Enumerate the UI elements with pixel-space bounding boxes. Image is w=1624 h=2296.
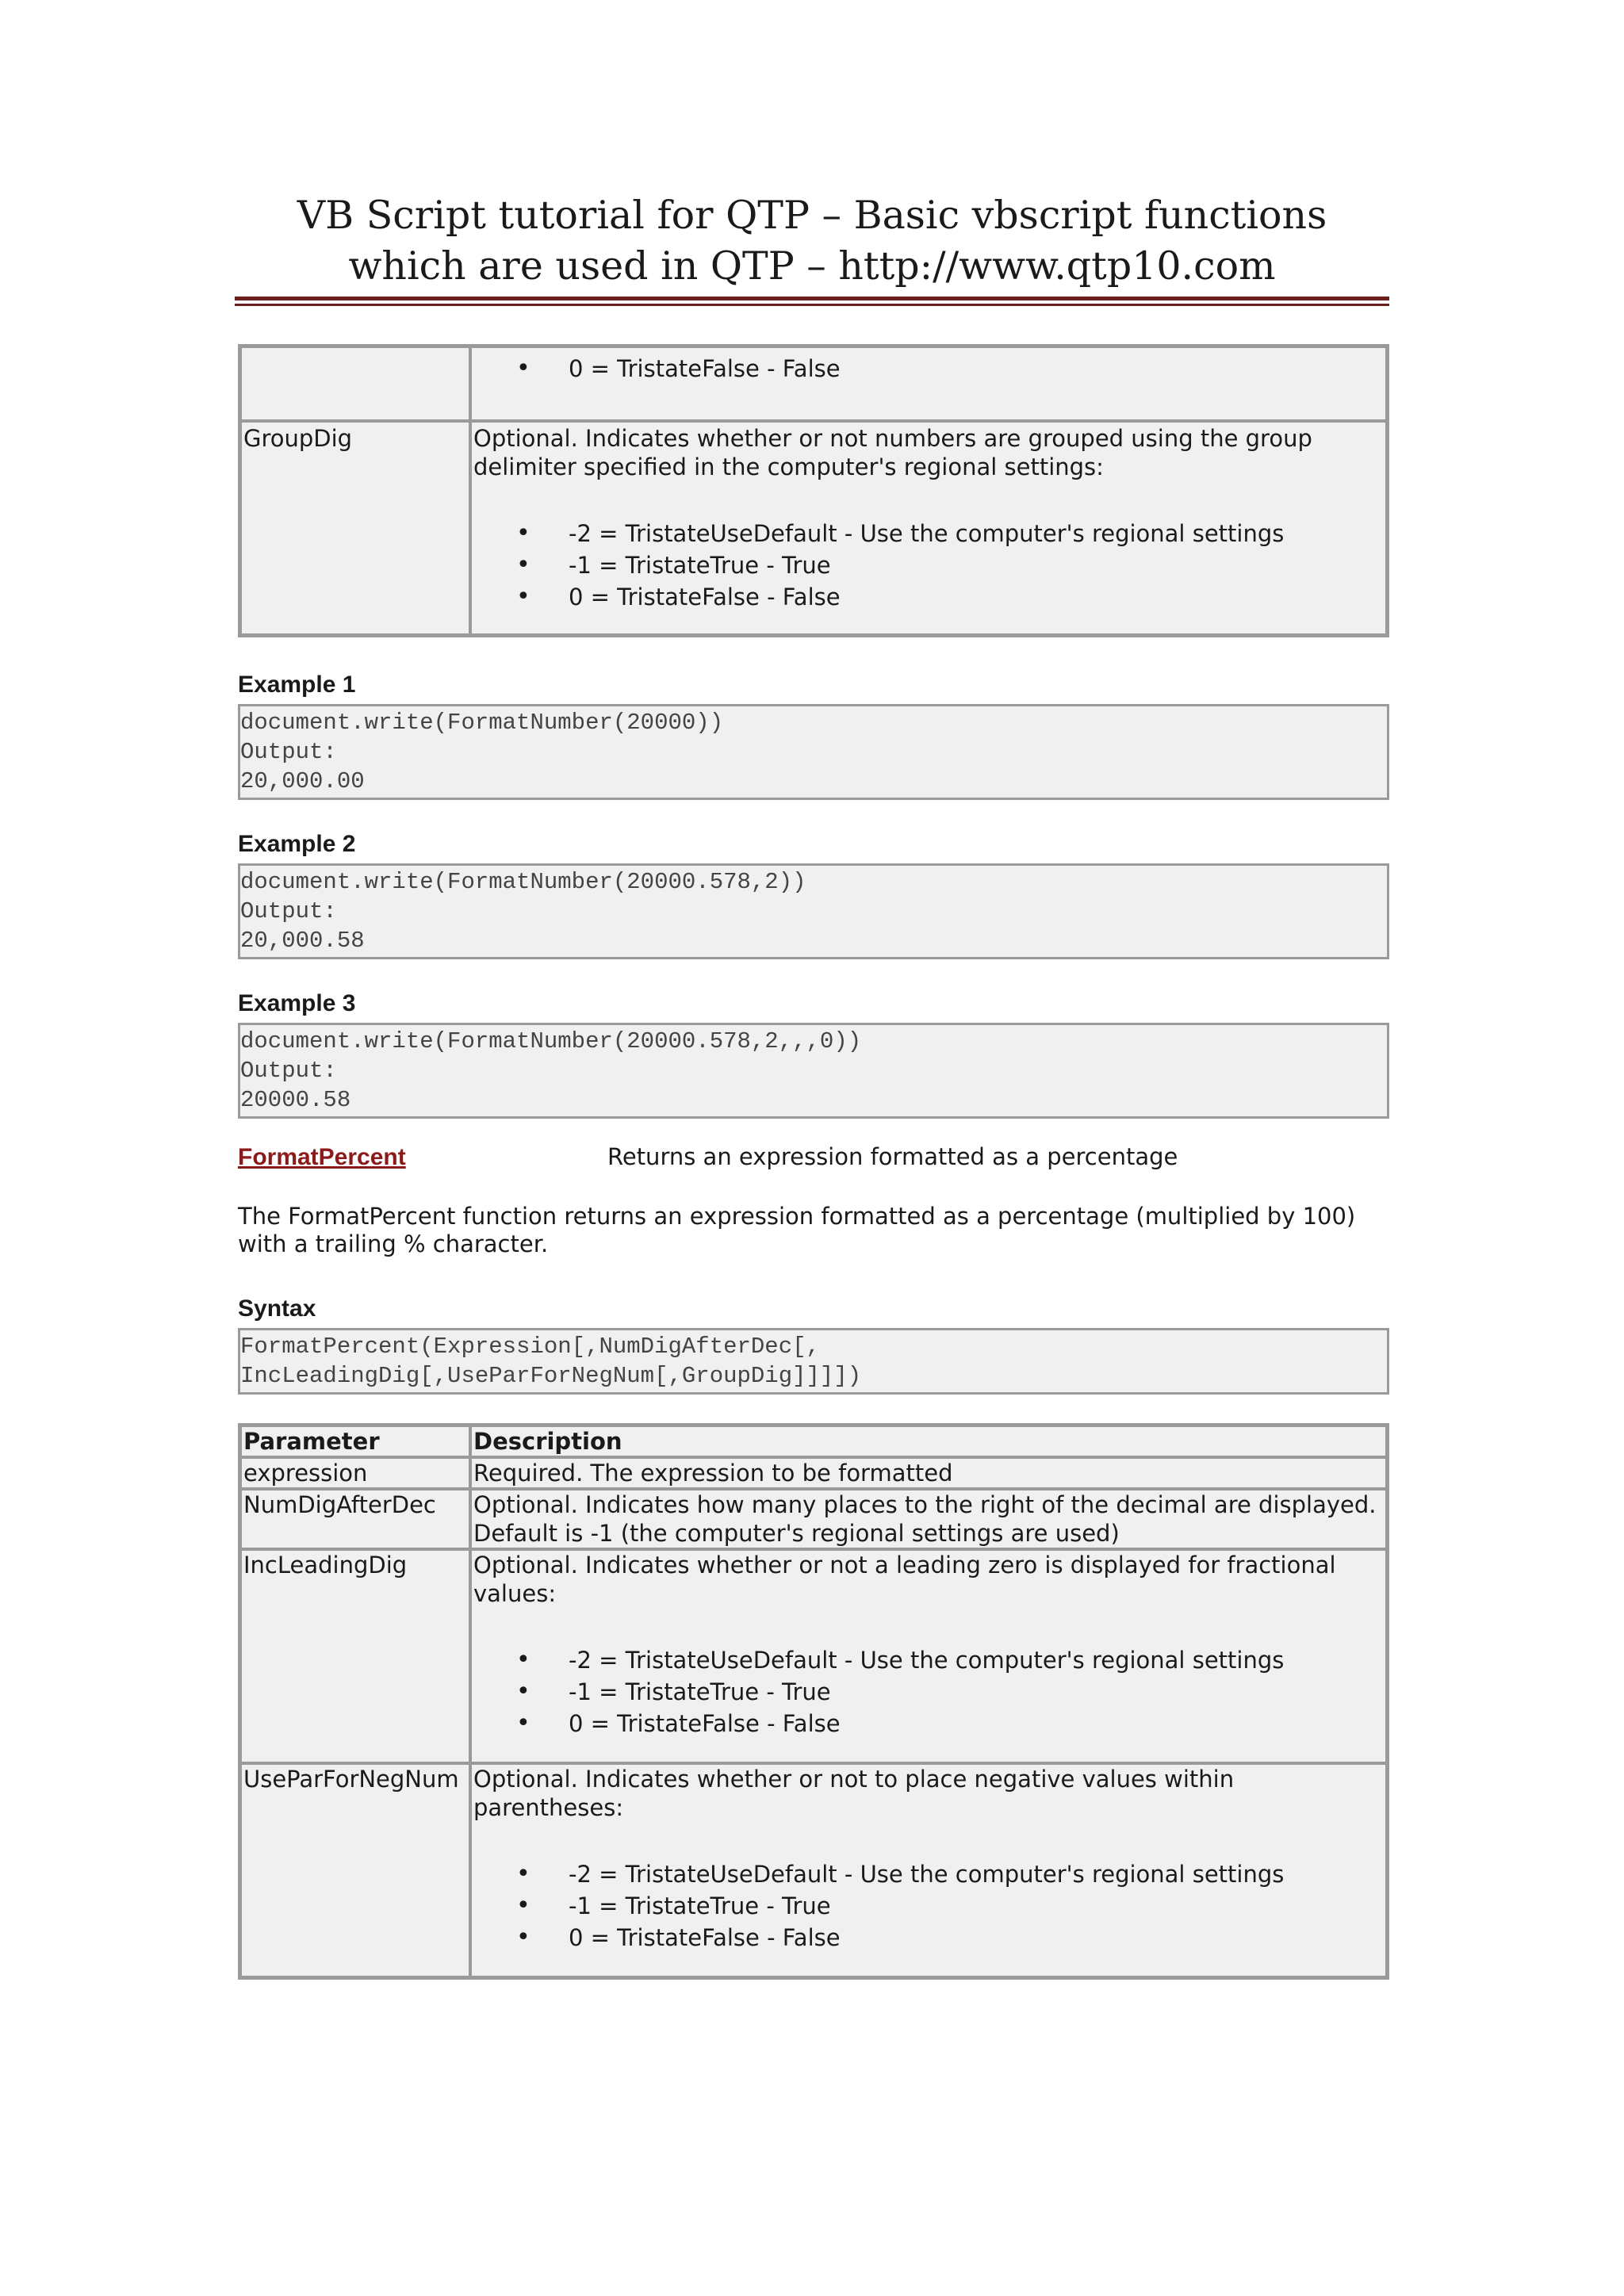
function-heading-line: [238, 1139, 1389, 1174]
code-line: IncLeadingDig[,UseParForNegNum[,GroupDig]]]]): [240, 1363, 862, 1389]
example-2-heading: Example 2: [238, 831, 356, 857]
header-parameter: Parameter: [240, 1425, 470, 1457]
table-row: [240, 1457, 1387, 1489]
param-desc-cell: [470, 1549, 1387, 1763]
function-summary: Returns an expression formatted as a percentage: [607, 1143, 1178, 1170]
list-item: • -1 = TristateTrue - True: [569, 1890, 1385, 1922]
param-description: Optional. Indicates whether or not a leading zero is displayed for fractional values:: [473, 1552, 1336, 1607]
table-row: [240, 1763, 1387, 1977]
param-name-cell: expression: [240, 1457, 470, 1489]
code-line: FormatPercent(Expression[,NumDigAfterDec[,: [240, 1334, 820, 1360]
output-label: Output:: [240, 898, 337, 924]
list-item: • -2 = TristateUseDefault - Use the computer's regional settings: [569, 1858, 1385, 1890]
output-value: 20000.58: [240, 1087, 351, 1113]
table-row: [240, 1489, 1387, 1549]
param-desc-cell: [470, 421, 1387, 635]
example-3-code-box: [238, 1023, 1389, 1119]
code-line: document.write(FormatNumber(20000.578,2)): [240, 869, 806, 895]
param-desc-cell: Required. The expression to be formatted: [470, 1457, 1387, 1489]
example-3-heading: Example 3: [238, 990, 356, 1016]
list-item: • 0 = TristateFalse - False: [569, 353, 1385, 385]
option-list: [473, 1858, 1385, 1954]
groupdig-table: [238, 344, 1389, 637]
param-name-cell: NumDigAfterDec: [240, 1489, 470, 1549]
list-item: • 0 = TristateFalse - False: [569, 1708, 1385, 1739]
code-line: document.write(FormatNumber(20000)): [240, 710, 724, 736]
option-list: [473, 1644, 1385, 1739]
list-item: • 0 = TristateFalse - False: [569, 581, 1385, 613]
param-desc-cell: Optional. Indicates how many places to the right of the decimal are displayed. Default is -1 (the computer's regional settings are used): [470, 1489, 1387, 1549]
table-header-row: [240, 1425, 1387, 1457]
option-list: [473, 353, 1385, 385]
title-rule: [235, 297, 1389, 306]
list-item: • -2 = TristateUseDefault - Use the computer's regional settings: [569, 518, 1385, 549]
param-name-cell: IncLeadingDig: [240, 1549, 470, 1763]
param-name-cell: UseParForNegNum: [240, 1763, 470, 1977]
syntax-code-box: [238, 1328, 1389, 1395]
list-item: • -1 = TristateTrue - True: [569, 1676, 1385, 1708]
option-list: [473, 518, 1385, 613]
table-row: [240, 421, 1387, 635]
output-label: Output:: [240, 739, 337, 765]
header-description: Description: [470, 1425, 1387, 1457]
code-line: document.write(FormatNumber(20000.578,2,,,0)): [240, 1028, 862, 1054]
parameters-table: [238, 1423, 1389, 1980]
example-1-heading: Example 1: [238, 672, 356, 698]
page-content: [238, 344, 1389, 1980]
param-name-cell: [240, 346, 470, 421]
table-row: [240, 346, 1387, 421]
param-desc-cell: [470, 1763, 1387, 1977]
list-item: • -1 = TristateTrue - True: [569, 549, 1385, 581]
list-item: • -2 = TristateUseDefault - Use the computer's regional settings: [569, 1644, 1385, 1676]
output-value: 20,000.00: [240, 768, 365, 794]
param-description: Optional. Indicates whether or not to place negative values within parentheses:: [473, 1766, 1235, 1821]
page-title: VB Script tutorial for QTP – Basic vbscript functions which are used in QTP – http://www.qtp10.com: [297, 193, 1327, 289]
param-desc-cell: [470, 346, 1387, 421]
output-label: Output:: [240, 1058, 337, 1084]
example-2-code-box: [238, 863, 1389, 959]
param-name-cell: GroupDig: [240, 421, 470, 635]
formatpercent-link[interactable]: FormatPercent: [238, 1144, 406, 1170]
example-1-code-box: [238, 704, 1389, 800]
list-item: • 0 = TristateFalse - False: [569, 1922, 1385, 1954]
function-paragraph: The FormatPercent function returns an expression formatted as a percentage (multiplied by 100) with a trailing % character.: [238, 1203, 1356, 1257]
param-description: Optional. Indicates whether or not numbers are grouped using the group delimiter specified in the computer's regional settings:: [473, 425, 1312, 480]
syntax-heading: Syntax: [238, 1295, 316, 1322]
table-row: [240, 1549, 1387, 1763]
output-value: 20,000.58: [240, 928, 365, 954]
